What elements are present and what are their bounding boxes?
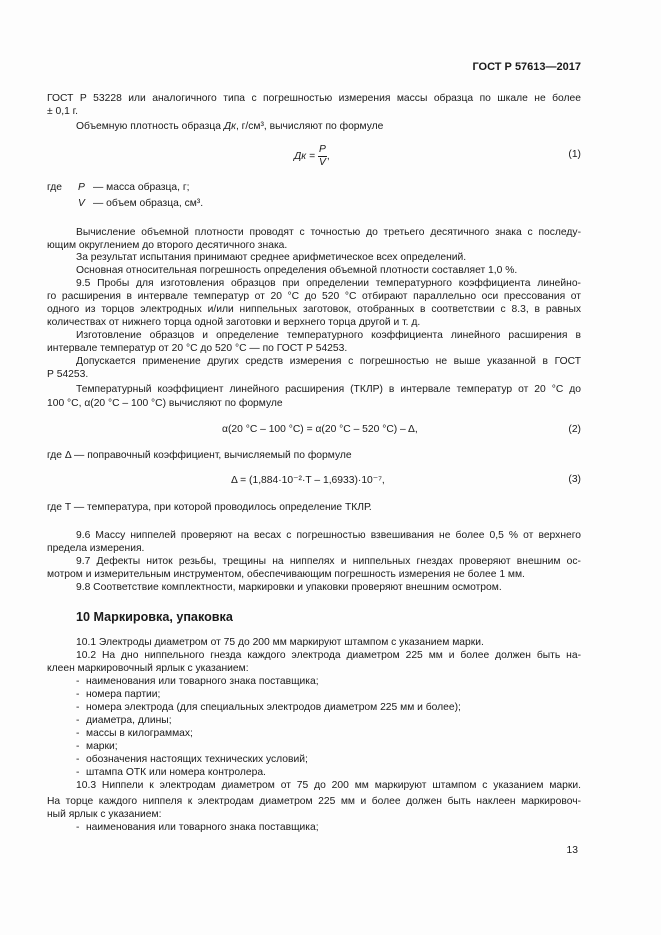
text-line: Температурный коэффициент линейного расширения (ТКЛР) в интервале температур от 20 °С до [76,384,581,395]
formula-number-2: (2) [568,424,581,435]
formula-3: Δ = (1,884·10⁻²·T – 1,6933)·10⁻⁷, [231,475,385,486]
list-item: - номера электрода (для специальных электродов диаметром 225 мм и более); [76,702,461,713]
text-line: Объемную плотность образца Дк, г/см³, вычисляют по формуле [76,121,384,132]
formula-2: α(20 °С – 100 °С) = α(20 °С – 520 °С) – Δ, [222,424,418,435]
symbol-v: V [78,198,85,209]
text-line: ± 0,1 г. [47,106,79,117]
text-line: количествах от нижнего торца одной заготовки и верхнего торца другой и т. д. [47,317,421,328]
document-number: ГОСТ Р 57613—2017 [472,61,581,73]
text-line: Вычисление объемной плотности проводят с точностью до третьего десятичного знака с последу- [76,227,581,238]
text-line: мотром и измерительным инструментом, обеспечивающим погрешность измерения не более 1 мм. [47,569,525,580]
page-number: 13 [566,845,578,856]
formula-1: Дк = $\frac{P}{V}$ , [294,144,330,168]
formula-number-1: (1) [568,149,581,160]
formula-number-3: (3) [568,474,581,485]
list-item: - наименования или товарного знака поставщика; [76,822,319,833]
list-item: - обозначения настоящих технических условий; [76,754,308,765]
symbol-definition: — объем образца, см³. [93,198,204,209]
list-item: - марки; [76,741,118,752]
list-item: - номера партии; [76,689,161,700]
text-line: ГОСТ Р 53228 или аналогичного типа с погрешностью измерения массы образца по шкале не более [47,93,581,104]
text-line: 10.3 Ниппели к электродам диаметром от 75 до 200 мм маркируют штампом с указанием марки. [76,780,581,791]
text-line: где T — температура, при которой проводилось определение ТКЛР. [47,502,372,513]
list-item: - массы в килограммах; [76,728,193,739]
text-line: Основная относительная погрешность определения объемной плотности составляет 1,0 %. [76,265,518,276]
text-line: 9.5 Пробы для изготовления образцов при определении температурного коэффициента линейно- [76,278,581,289]
list-item: - штампа ОТК или номера контролера. [76,767,266,778]
list-item: - наименования или товарного знака поставщика; [76,676,319,687]
text-line: одного из торцов электродных и/или ниппельных заготовок, отобранных в соответствии с 8.3, в равных [47,304,581,315]
text-line: интервале температур от 20 °С до 520 °С — по ГОСТ Р 54253. [47,343,348,354]
text-line: Допускается применение других средств измерения с погрешностью не выше указанной в ГОСТ [76,356,581,367]
text-line: предела измерения. [47,543,145,554]
section-heading: 10 Маркировка, упаковка [76,610,233,624]
symbol-definition: — масса образца, г; [93,182,190,193]
text-line: 9.7 Дефекты ниток резьбы, трещины на ниппелях и ниппельных гнездах проверяют внешним ос- [76,556,581,567]
text-line: На торце каждого ниппеля к электродам диаметром 225 мм и более должен быть наклеен маркировоч- [47,796,581,807]
text-line: За результат испытания принимают среднее арифметическое всех определений. [76,252,467,263]
text-line: 10.2 На дно ниппельного гнезда каждого электрода диаметром 225 мм и более должен быть на- [76,650,581,661]
text-line: ющим округлением до второго десятичного знака. [47,240,288,251]
text-line: ный ярлык с указанием: [47,809,162,820]
text-line: 9.6 Массу ниппелей проверяют на весах с погрешностью взвешивания не более 0,5 % от верхнего [76,530,581,541]
where-label: где [47,182,63,193]
text-line: 100 °С, α(20 °С – 100 °С) вычисляют по формуле [47,398,283,409]
text-line: го расширения в интервале температур от 20 °С до 520 °С отбирают параллельно оси прессования от [47,291,581,302]
text-line: где Δ — поправочный коэффициент, вычисляемый по формуле [47,450,352,461]
symbol-p: P [78,182,85,193]
text-line: 9.8 Соответствие комплектности, маркировки и упаковки проверяют внешним осмотром. [76,582,502,593]
text-line: Р 54253. [47,369,89,380]
list-item: - диаметра, длины; [76,715,172,726]
text-line: Изготовление образцов и определение температурного коэффициента линейного расширения в [76,330,581,341]
text-line: клеен маркировочный ярлык с указанием: [47,663,249,674]
text-line: 10.1 Электроды диаметром от 75 до 200 мм маркируют штампом с указанием марки. [76,637,484,648]
